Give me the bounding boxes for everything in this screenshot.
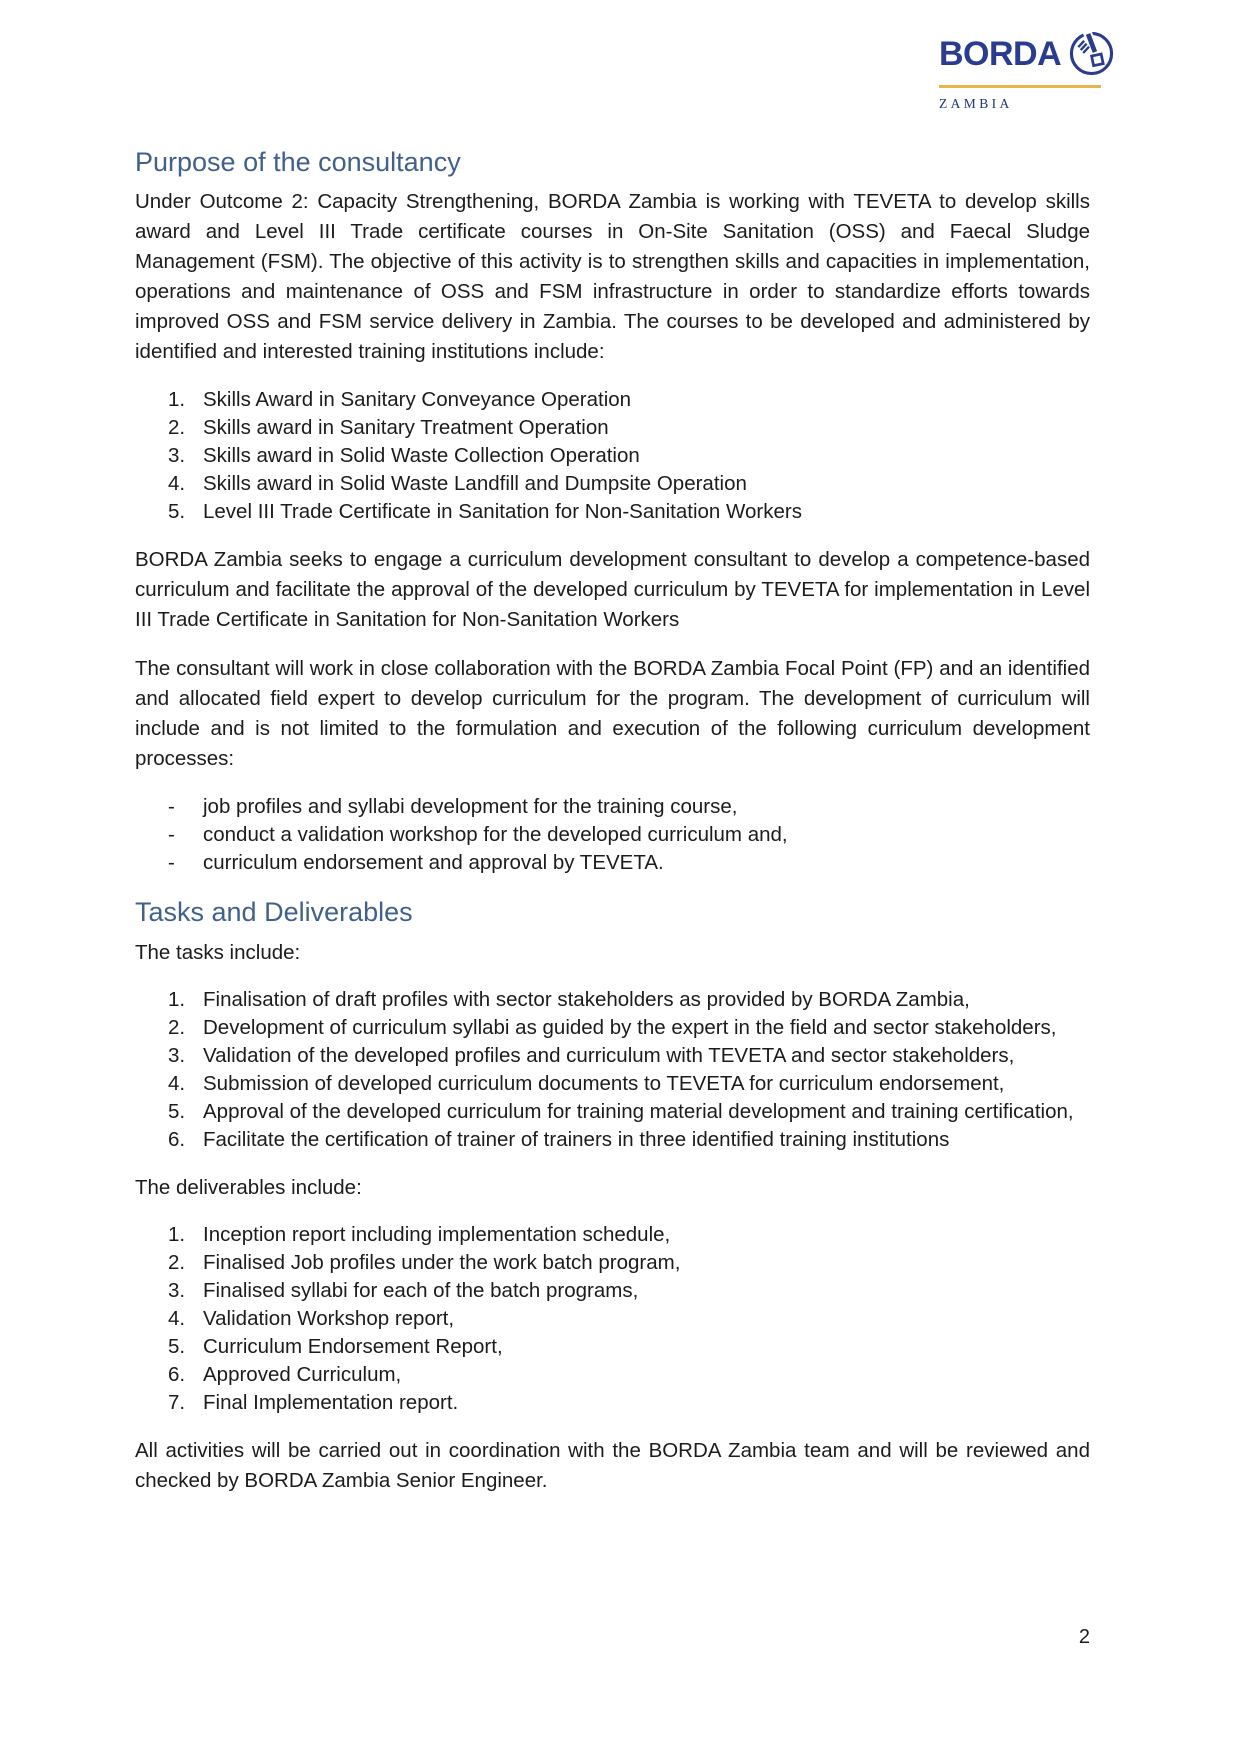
deliverables-intro: The deliverables include: bbox=[135, 1175, 362, 1199]
list-marker: 5. bbox=[168, 500, 186, 524]
list-item bbox=[135, 1305, 1090, 1333]
list-marker: 2. bbox=[168, 416, 186, 440]
section-heading-tasks: Tasks and Deliverables bbox=[135, 897, 413, 928]
list-marker: - bbox=[168, 823, 175, 847]
list-item bbox=[135, 1277, 1090, 1305]
tasks-list bbox=[135, 986, 1090, 1154]
list-item bbox=[135, 470, 1090, 498]
list-text: job profiles and syllabi development for the training course, bbox=[203, 795, 738, 819]
list-text: Inception report including implementation schedule, bbox=[203, 1222, 671, 1246]
list-text: conduct a validation workshop for the developed curriculum and, bbox=[203, 823, 788, 847]
list-text: Finalised Job profiles under the work batch program, bbox=[203, 1250, 681, 1274]
list-item bbox=[135, 1014, 1090, 1042]
list-text: Final Implementation report. bbox=[203, 1390, 459, 1414]
list-marker: 5. bbox=[168, 1099, 186, 1123]
purpose-collaboration-paragraph: The consultant will work in close collaboration with the BORDA Zambia Focal Point (FP) and an identified and allocated field expert to develop curriculum for the program. The development of curriculum will include and is not limited to the formulation and execution of the following curriculum development processes: bbox=[135, 657, 1090, 771]
list-text: Submission of developed curriculum documents to TEVETA for curriculum endorsement, bbox=[203, 1071, 1005, 1095]
list-text: Skills Award in Sanitary Conveyance Operation bbox=[203, 388, 632, 412]
list-text: Facilitate the certification of trainer of trainers in three identified training institutions bbox=[203, 1127, 950, 1151]
list-marker: - bbox=[168, 851, 175, 875]
list-marker: 1. bbox=[168, 388, 186, 412]
list-text: Development of curriculum syllabi as guided by the expert in the field and sector stakeholders, bbox=[203, 1015, 1057, 1039]
list-item bbox=[135, 1126, 1090, 1154]
list-marker: - bbox=[168, 795, 175, 819]
list-text: Skills award in Solid Waste Landfill and Dumpsite Operation bbox=[203, 472, 747, 496]
list-marker: 2. bbox=[168, 1250, 186, 1274]
list-text: Skills award in Solid Waste Collection Operation bbox=[203, 444, 640, 468]
list-item bbox=[135, 1221, 1090, 1249]
list-text: Approval of the developed curriculum for training material development and training certification, bbox=[203, 1099, 1074, 1123]
list-marker: 6. bbox=[168, 1127, 186, 1151]
list-text: curriculum endorsement and approval by TEVETA. bbox=[203, 851, 664, 875]
list-marker: 6. bbox=[168, 1362, 186, 1386]
list-marker: 1. bbox=[168, 987, 186, 1011]
list-marker: 3. bbox=[168, 1278, 186, 1302]
list-marker: 1. bbox=[168, 1222, 186, 1246]
section-heading-purpose: Purpose of the consultancy bbox=[135, 147, 461, 177]
list-text: Skills award in Sanitary Treatment Operation bbox=[203, 416, 609, 440]
list-marker: 4. bbox=[168, 472, 186, 496]
list-marker: 7. bbox=[168, 1390, 186, 1414]
list-item bbox=[135, 1042, 1090, 1070]
list-marker: 4. bbox=[168, 1071, 186, 1095]
purpose-engage-paragraph: BORDA Zambia seeks to engage a curriculum development consultant to develop a competence-based curriculum and facilitate the approval of the developed curriculum by TEVETA for implementation in Level III Trade Certificate in Sanitation for Non-Sanitation Workers bbox=[135, 548, 1090, 632]
list-item bbox=[135, 1249, 1090, 1277]
list-text: Validation of the developed profiles and curriculum with TEVETA and sector stakeholders, bbox=[203, 1043, 1015, 1067]
list-item bbox=[135, 1098, 1090, 1126]
list-marker: 3. bbox=[168, 1043, 186, 1067]
document-body bbox=[135, 146, 1090, 1515]
deliverables-list bbox=[135, 1221, 1090, 1417]
list-text: Approved Curriculum, bbox=[203, 1362, 402, 1386]
list-text: Finalised syllabi for each of the batch programs, bbox=[203, 1278, 639, 1302]
list-text: Finalisation of draft profiles with sector stakeholders as provided by BORDA Zambia, bbox=[203, 987, 970, 1011]
list-item bbox=[135, 414, 1090, 442]
logo-wordmark: BORDA bbox=[939, 34, 1062, 73]
purpose-intro-paragraph: Under Outcome 2: Capacity Strengthening, BORDA Zambia is working with TEVETA to develop skills award and Level III Trade certificate courses in On-Site Sanitation (OSS) and Faecal Sludge Management (FSM). The objective of this activity is to strengthen skills and capacities in implementation, operations and maintenance of OSS and FSM infrastructure in order to standardize efforts towards improved OSS and FSM service delivery in Zambia. The courses to be developed and administered by identified and interested training institutions include: bbox=[135, 190, 1090, 364]
list-item bbox=[135, 498, 1090, 526]
logo-region-label: ZAMBIA bbox=[939, 96, 1013, 111]
list-text: Level III Trade Certificate in Sanitation for Non-Sanitation Workers bbox=[203, 500, 802, 524]
list-marker: 4. bbox=[168, 1306, 186, 1330]
page-number: 2 bbox=[1078, 1626, 1090, 1648]
list-marker: 5. bbox=[168, 1334, 186, 1358]
logo-underline bbox=[939, 85, 1101, 88]
list-item bbox=[135, 986, 1090, 1014]
list-item bbox=[135, 821, 1090, 849]
list-item bbox=[135, 849, 1090, 877]
list-item bbox=[135, 1389, 1090, 1417]
list-text: Validation Workshop report, bbox=[203, 1306, 455, 1330]
list-item bbox=[135, 793, 1090, 821]
closing-paragraph: All activities will be carried out in coordination with the BORDA Zambia team and will be reviewed and checked by BORDA Zambia Senior Engineer. bbox=[135, 1438, 1090, 1492]
processes-list bbox=[135, 793, 1090, 877]
borda-logo bbox=[939, 30, 1107, 112]
list-item bbox=[135, 1070, 1090, 1098]
tap-icon bbox=[1068, 30, 1115, 77]
list-item bbox=[135, 1333, 1090, 1361]
list-item bbox=[135, 386, 1090, 414]
tasks-intro: The tasks include: bbox=[135, 940, 301, 964]
courses-list bbox=[135, 386, 1090, 526]
list-item bbox=[135, 1361, 1090, 1389]
list-marker: 2. bbox=[168, 1015, 186, 1039]
list-text: Curriculum Endorsement Report, bbox=[203, 1334, 503, 1358]
list-item bbox=[135, 442, 1090, 470]
list-marker: 3. bbox=[168, 444, 186, 468]
